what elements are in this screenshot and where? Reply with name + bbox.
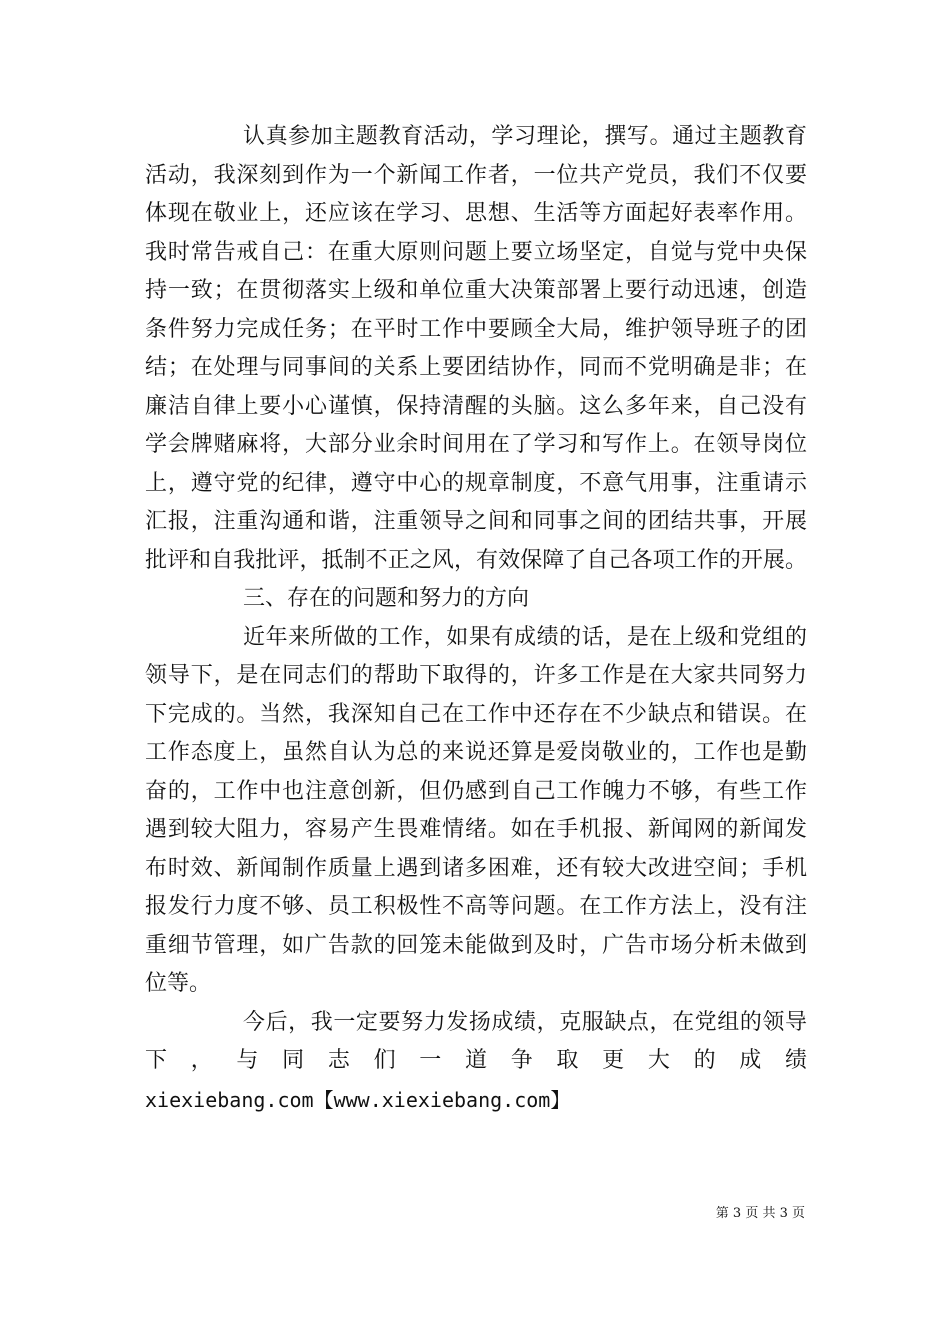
paragraph-line: 我时常告戒自己：在重大原则问题上要立场坚定，自觉与党中央保 (145, 239, 807, 265)
document-body (145, 118, 807, 1119)
paragraph-line: 汇报，注重沟通和谐，注重领导之间和同事之间的团结共事，开展 (145, 509, 807, 534)
paragraph-line: 今后，我一定要努力发扬成绩，克服缺点，在党组的领导 (243, 1009, 807, 1035)
paragraph-line: 认真参加主题教育活动，学习理论，撰写。通过主题教育 (243, 124, 807, 149)
paragraph-line: 工作态度上，虽然自认为总的来说还算是爱岗敬业的，工作也是勤 (145, 740, 807, 765)
paragraph-line: 重细节管理，如广告款的回笼未能做到及时，广告市场分析未做到 (145, 932, 807, 958)
paragraph-line: 批评和自我批评，抵制不正之风，有效保障了自己各项工作的开展。 (145, 547, 807, 573)
paragraph-line: 下 ， 与 同 志 们 一 道 争 取 更 大 的 成 绩 (145, 1048, 807, 1073)
source-url-line: xiexiebang.com【www.xiexiebang.com】 (145, 1087, 571, 1112)
paragraph-line: 领导下，是在同志们的帮助下取得的，许多工作是在大家共同努力 (145, 663, 807, 688)
page-number: 第 3 页 共 3 页 (715, 1206, 805, 1221)
paragraph-line: 活动，我深刻到作为一个新闻工作者，一位共产党员，我们不仅要 (145, 162, 807, 188)
paragraph-line: 下完成的。当然，我深知自己在工作中还存在不少缺点和错误。在 (145, 701, 807, 727)
paragraph-line: 奋的，工作中也注意创新，但仍感到自己工作魄力不够，有些工作 (145, 778, 807, 804)
paragraph-line: 学会牌赌麻将，大部分业余时间用在了学习和写作上。在领导岗位 (145, 432, 807, 457)
paragraph-line: 布时效、新闻制作质量上遇到诸多困难，还有较大改进空间；手机 (145, 855, 807, 881)
paragraph-line: 上，遵守党的纪律，遵守中心的规章制度，不意气用事，注重请示 (145, 470, 807, 496)
paragraph-line: 持一致；在贯彻落实上级和单位重大决策部署上要行动迅速，创造 (145, 278, 807, 303)
paragraph-line: 近年来所做的工作，如果有成绩的话，是在上级和党组的 (243, 624, 807, 650)
paragraph-line: 结；在处理与同事间的关系上要团结协作，同而不党明确是非；在 (145, 355, 807, 380)
paragraph-line: 报发行力度不够、员工积极性不高等问题。在工作方法上，没有注 (145, 894, 807, 919)
paragraph-line: 遇到较大阻力，容易产生畏难情绪。如在手机报、新闻网的新闻发 (145, 817, 807, 842)
paragraph-line: 廉洁自律上要小心谨慎，保持清醒的头脑。这么多年来，自己没有 (145, 393, 807, 419)
paragraph-line: 体现在敬业上，还应该在学习、思想、生活等方面起好表率作用。 (145, 201, 807, 226)
paragraph-line: 条件努力完成任务；在平时工作中要顾全大局，维护领导班子的团 (145, 316, 807, 342)
paragraph-line: 位等。 (145, 971, 212, 996)
section-heading: 三、存在的问题和努力的方向 (243, 586, 530, 611)
